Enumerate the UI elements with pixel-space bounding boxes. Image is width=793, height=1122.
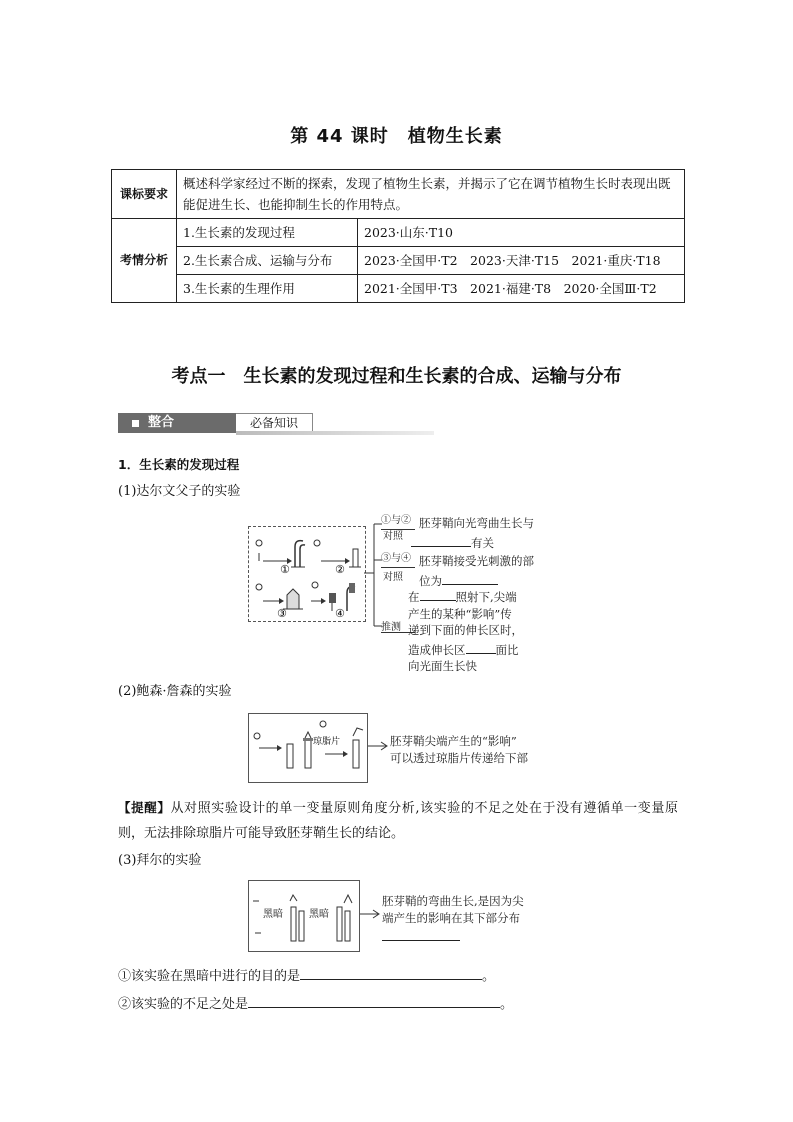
arrow-icon xyxy=(360,908,382,920)
compare1-text: 胚芽鞘向光弯曲生长与 xyxy=(419,516,534,530)
exam-cell: 2021·全国甲·T3 2021·福建·T8 2020·全国Ⅲ·T2 xyxy=(358,275,685,303)
arrow-line xyxy=(381,529,415,530)
darwin-setup-4 xyxy=(311,582,355,611)
banner-light-label: 必备知识 xyxy=(236,413,313,433)
heading-discovery: 1．生长素的发现过程 xyxy=(118,457,240,472)
subheading-boysen-jensen: (2)鲍森·詹森的实验 xyxy=(118,684,232,699)
blank-line[interactable] xyxy=(442,570,498,585)
answer-blank-2[interactable] xyxy=(248,993,500,1008)
setup-label-4: ④ xyxy=(335,607,345,620)
section-banner xyxy=(118,413,434,435)
compare2-text: 胚芽鞘接受光刺激的部 xyxy=(419,554,534,568)
infer-label: 推测 xyxy=(381,622,401,633)
table-row xyxy=(112,275,685,303)
table-row xyxy=(112,170,685,219)
setup-label-1: ① xyxy=(280,563,290,576)
reminder-paragraph xyxy=(118,795,678,846)
setup-label-3: ③ xyxy=(277,607,287,620)
reminder-text: 从对照实验设计的单一变量原则角度分析,该实验的不足之处在于没有遵循单一变量原则，无法排除琼脂片可能导致胚芽鞘生长的结论。 xyxy=(118,801,678,841)
banner-dark-label: 整合 xyxy=(118,413,236,433)
paal-blank-line[interactable] xyxy=(382,940,460,941)
jensen-conclusion-a: 胚芽鞘尖端产生的“影响” xyxy=(390,734,517,748)
exam-cell: 2023·全国甲·T2 2023·天津·T15 2021·重庆·T18 xyxy=(358,247,685,275)
darwin-figure-box xyxy=(248,526,366,622)
banner-divider xyxy=(236,431,434,435)
topic-cell: 2.生长素合成、运输与分布 xyxy=(177,247,358,275)
compare1-text-b: 有关 xyxy=(411,532,494,552)
table-head-analysis: 考情分析 xyxy=(112,219,177,303)
dark-label-1: 黑暗 xyxy=(263,909,283,920)
infer-text: 在 照射下,尖端 产生的某种“影响”传 递到下面的伸长区时， 造成伸长区 面比 向光面生长快 xyxy=(408,586,558,675)
subheading-darwin: (1)达尔文父子的实验 xyxy=(118,484,241,499)
paal-figure-box xyxy=(248,880,360,952)
paal-figure xyxy=(249,881,359,951)
compare2-label: ③与④ xyxy=(381,553,411,564)
bracket-connector xyxy=(364,516,384,636)
table-row xyxy=(112,219,685,247)
paal-conclusion-b: 端产生的影响在其下部分布 xyxy=(382,911,520,925)
page-title: 第 44 课时 植物生长素 xyxy=(290,126,503,147)
darwin-figure xyxy=(249,527,365,621)
jensen-figure xyxy=(249,714,367,782)
blank-line[interactable] xyxy=(466,639,496,654)
curriculum-table xyxy=(111,169,685,303)
exam-cell: 2023·山东·T10 xyxy=(358,219,685,247)
square-icon xyxy=(132,420,139,427)
compare1-sub: 对照 xyxy=(383,531,403,542)
dark-label-2: 黑暗 xyxy=(309,909,329,920)
reminder-label: 【提醒】 xyxy=(118,800,171,815)
topic-cell: 3.生长素的生理作用 xyxy=(177,275,358,303)
agar-label: 琼脂片 xyxy=(313,737,341,747)
subheading-paal: (3)拜尔的实验 xyxy=(118,853,202,868)
paal-conclusion-a: 胚芽鞘的弯曲生长,是因为尖 xyxy=(382,894,524,908)
section-title: 考点一 生长素的发现过程和生长素的合成、运输与分布 xyxy=(171,366,622,387)
arrow-line xyxy=(381,567,415,568)
compare2-sub: 对照 xyxy=(383,572,403,583)
table-head-standard: 课标要求 xyxy=(112,170,177,219)
question-2: ②该实验的不足之处是 。 xyxy=(118,993,513,1015)
darwin-setup-3 xyxy=(256,584,303,609)
blank-line[interactable] xyxy=(420,586,456,601)
question-1: ①该实验在黑暗中进行的目的是 。 xyxy=(118,965,495,987)
compare1-label: ①与② xyxy=(381,515,411,526)
answer-blank-1[interactable] xyxy=(300,965,482,980)
standard-text: 概述科学家经过不断的探索，发现了植物生长素，并揭示了它在调节植物生长时表现出既能促进生长、也能抑制生长的作用特点。 xyxy=(177,170,685,219)
arrow-icon xyxy=(368,740,390,752)
jensen-conclusion-b: 可以透过琼脂片传递给下部 xyxy=(390,751,528,765)
table-row xyxy=(112,247,685,275)
jensen-figure-box xyxy=(248,713,368,783)
topic-cell: 1.生长素的发现过程 xyxy=(177,219,358,247)
setup-label-2: ② xyxy=(335,563,345,576)
blank-line[interactable] xyxy=(411,532,471,547)
compare2-text-b: 位为 xyxy=(419,570,498,590)
